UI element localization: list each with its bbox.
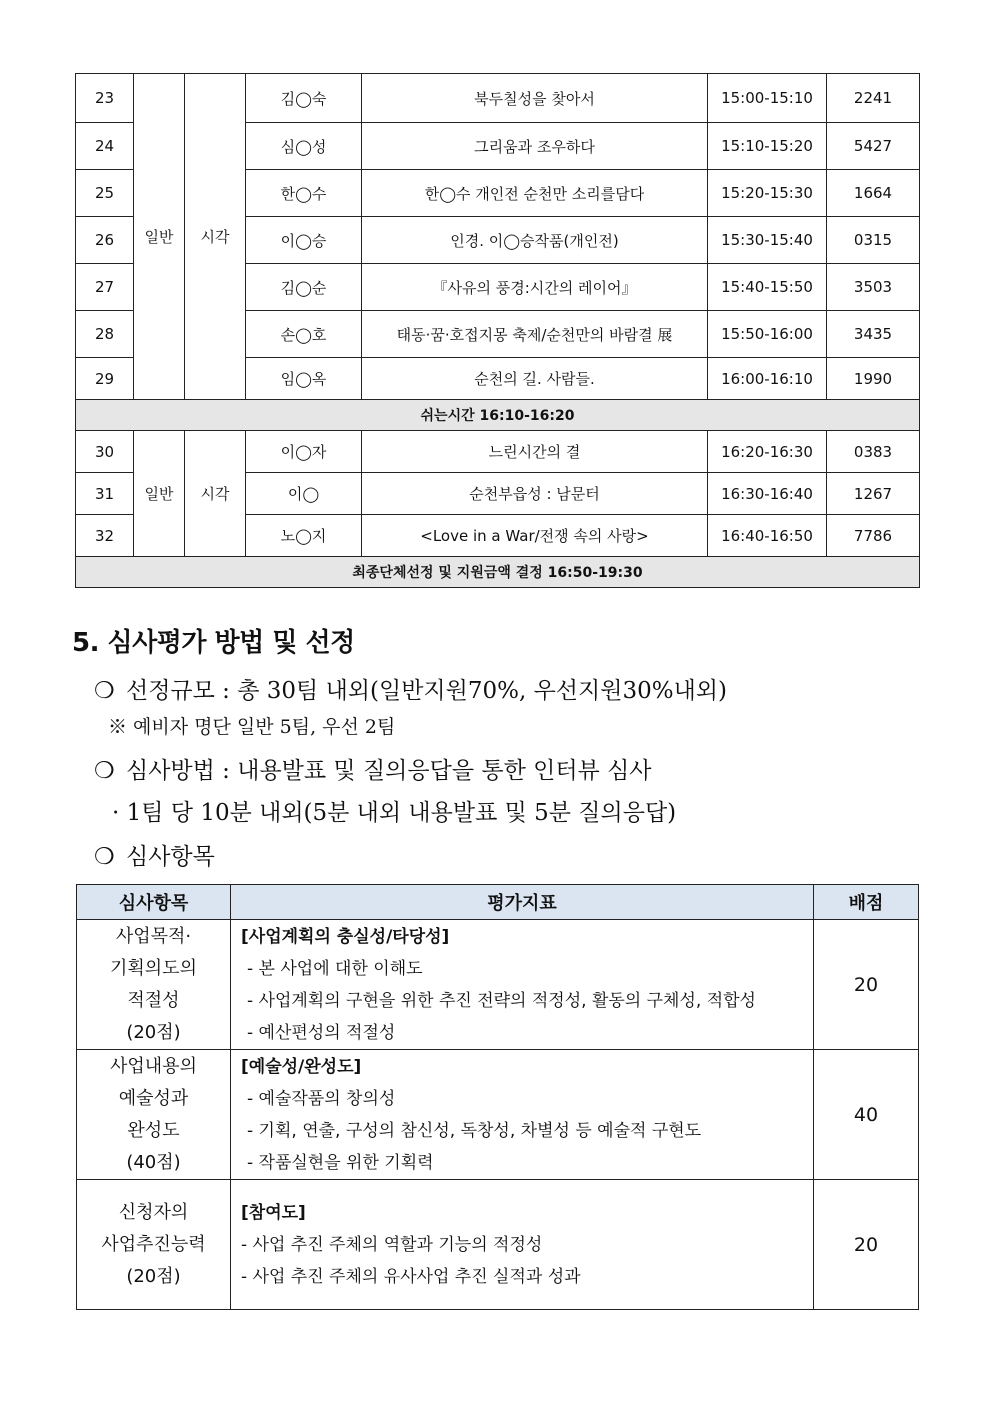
time-slot: 16:20-16:30 <box>708 431 827 473</box>
schedule-table <box>75 73 920 588</box>
evaluation-score: 20 <box>814 920 919 1050</box>
applicant-name: 이◯ <box>246 473 362 515</box>
indicator-heading: [사업계획의 충실성/타당성] <box>241 926 450 947</box>
indicator-item: - 기획, 연출, 구성의 참신성, 독창성, 차별성 등 예술적 구현도 <box>247 1120 702 1141</box>
group-type: 일반 <box>134 431 185 557</box>
evaluation-header-cell: 평가지표 <box>231 885 814 920</box>
review-items-label-text: 심사항목 <box>126 844 215 870</box>
selection-scale-text: 선정규모 : 총 30팀 내외(일반지원70%, 우선지원30%내외) <box>126 678 727 704</box>
evaluation-category-line: 예술성과 <box>118 1087 189 1109</box>
circle-bullet-icon: ❍ <box>94 844 115 870</box>
project-title: 태동·꿈·호접지몽 축제/순천만의 바람결 展 <box>362 311 708 358</box>
evaluation-category-line: (40점) <box>126 1151 181 1173</box>
review-method-text: 심사방법 : 내용발표 및 질의응답을 통한 인터뷰 심사 <box>126 758 652 784</box>
evaluation-header-row <box>77 885 919 920</box>
evaluation-category-line: (20점) <box>126 1265 181 1287</box>
applicant-name: 심◯성 <box>246 123 362 170</box>
project-title: <Love in a War/전쟁 속의 사랑> <box>362 515 708 557</box>
row-number: 30 <box>76 431 134 473</box>
evaluation-category-line: 기획의도의 <box>110 957 197 979</box>
project-title: 『사유의 풍경:시간의 레이어』 <box>362 264 708 311</box>
evaluation-category-line: (20점) <box>126 1021 181 1043</box>
group-field: 시각 <box>185 74 246 400</box>
row-number: 27 <box>76 264 134 311</box>
applicant-code: 0315 <box>827 217 920 264</box>
circle-bullet-icon: ❍ <box>94 678 115 704</box>
evaluation-category-line: 완성도 <box>127 1119 180 1141</box>
indicator-item: - 작품실현을 위한 기획력 <box>247 1152 434 1173</box>
project-title: 북두칠성을 찾아서 <box>362 74 708 123</box>
project-title: 순천의 길. 사람들. <box>362 358 708 400</box>
evaluation-indicators <box>231 1180 814 1310</box>
time-slot: 15:50-16:00 <box>708 311 827 358</box>
final-row <box>76 557 920 588</box>
circle-bullet-icon: ❍ <box>94 758 115 784</box>
indicator-item: - 예산편성의 적절성 <box>247 1022 396 1043</box>
row-number: 24 <box>76 123 134 170</box>
break-time: 쉬는시간 16:10-16:20 <box>76 400 920 431</box>
indicator-item: - 본 사업에 대한 이해도 <box>247 958 423 979</box>
evaluation-category-line: 사업추진능력 <box>101 1233 206 1255</box>
evaluation-category-line: 신청자의 <box>118 1201 189 1223</box>
evaluation-row <box>77 1180 919 1310</box>
applicant-code: 5427 <box>827 123 920 170</box>
time-slot: 16:30-16:40 <box>708 473 827 515</box>
evaluation-row <box>77 1050 919 1180</box>
final-selection-time: 최종단체선정 및 지원금액 결정 16:50-19:30 <box>76 557 920 588</box>
table-row <box>76 74 920 123</box>
time-slot: 16:00-16:10 <box>708 358 827 400</box>
applicant-code: 3435 <box>827 311 920 358</box>
applicant-name: 임◯옥 <box>246 358 362 400</box>
row-number: 26 <box>76 217 134 264</box>
applicant-code: 0383 <box>827 431 920 473</box>
evaluation-score: 40 <box>814 1050 919 1180</box>
table-row <box>76 431 920 473</box>
time-slot: 15:20-15:30 <box>708 170 827 217</box>
applicant-code: 2241 <box>827 74 920 123</box>
evaluation-category-line: 적절성 <box>127 989 180 1011</box>
evaluation-indicators <box>231 920 814 1050</box>
evaluation-header-cell: 배점 <box>814 885 919 920</box>
reserve-note: ※ 예비자 명단 일반 5팀, 우선 2팀 <box>108 716 396 738</box>
group-type: 일반 <box>134 74 185 400</box>
applicant-name: 노◯지 <box>246 515 362 557</box>
project-title: 순천부읍성 : 남문터 <box>362 473 708 515</box>
applicant-name: 이◯자 <box>246 431 362 473</box>
time-slot: 15:10-15:20 <box>708 123 827 170</box>
time-slot: 16:40-16:50 <box>708 515 827 557</box>
applicant-code: 1664 <box>827 170 920 217</box>
group-field: 시각 <box>185 431 246 557</box>
applicant-name: 이◯승 <box>246 217 362 264</box>
time-slot: 15:00-15:10 <box>708 74 827 123</box>
applicant-name: 김◯순 <box>246 264 362 311</box>
evaluation-category <box>77 1050 231 1180</box>
evaluation-category-line: 사업목적· <box>115 925 192 947</box>
selection-scale <box>94 672 727 705</box>
row-number: 28 <box>76 311 134 358</box>
applicant-code: 1990 <box>827 358 920 400</box>
row-number: 25 <box>76 170 134 217</box>
project-title: 느린시간의 결 <box>362 431 708 473</box>
row-number: 31 <box>76 473 134 515</box>
applicant-code: 3503 <box>827 264 920 311</box>
applicant-name: 김◯숙 <box>246 74 362 123</box>
review-method-detail: · 1팀 당 10분 내외(5분 내외 내용발표 및 5분 질의응답) <box>112 800 677 826</box>
time-slot: 15:40-15:50 <box>708 264 827 311</box>
indicator-item: - 사업 추진 주체의 역할과 기능의 적정성 <box>241 1234 543 1255</box>
section-title: 5. 심사평가 방법 및 선정 <box>72 628 355 658</box>
indicator-heading: [예술성/완성도] <box>241 1056 362 1077</box>
evaluation-header-cell: 심사항목 <box>77 885 231 920</box>
evaluation-category-line: 사업내용의 <box>110 1055 197 1077</box>
evaluation-indicators <box>231 1050 814 1180</box>
row-number: 23 <box>76 74 134 123</box>
break-row <box>76 400 920 431</box>
indicator-item: - 사업 추진 주체의 유사사업 추진 실적과 성과 <box>241 1266 581 1287</box>
review-method <box>94 752 652 785</box>
evaluation-table <box>76 884 919 1310</box>
applicant-code: 7786 <box>827 515 920 557</box>
evaluation-row <box>77 920 919 1050</box>
applicant-name: 손◯호 <box>246 311 362 358</box>
time-slot: 15:30-15:40 <box>708 217 827 264</box>
project-title: 인경. 이◯승작품(개인전) <box>362 217 708 264</box>
indicator-item: - 사업계획의 구현을 위한 추진 전략의 적정성, 활동의 구체성, 적합성 <box>247 990 756 1011</box>
evaluation-category <box>77 1180 231 1310</box>
project-title: 그리움과 조우하다 <box>362 123 708 170</box>
evaluation-score: 20 <box>814 1180 919 1310</box>
project-title: 한◯수 개인전 순천만 소리를담다 <box>362 170 708 217</box>
indicator-item: - 예술작품의 창의성 <box>247 1088 396 1109</box>
evaluation-category <box>77 920 231 1050</box>
row-number: 32 <box>76 515 134 557</box>
row-number: 29 <box>76 358 134 400</box>
indicator-heading: [참여도] <box>241 1202 306 1223</box>
applicant-name: 한◯수 <box>246 170 362 217</box>
review-items-label <box>94 838 215 871</box>
applicant-code: 1267 <box>827 473 920 515</box>
